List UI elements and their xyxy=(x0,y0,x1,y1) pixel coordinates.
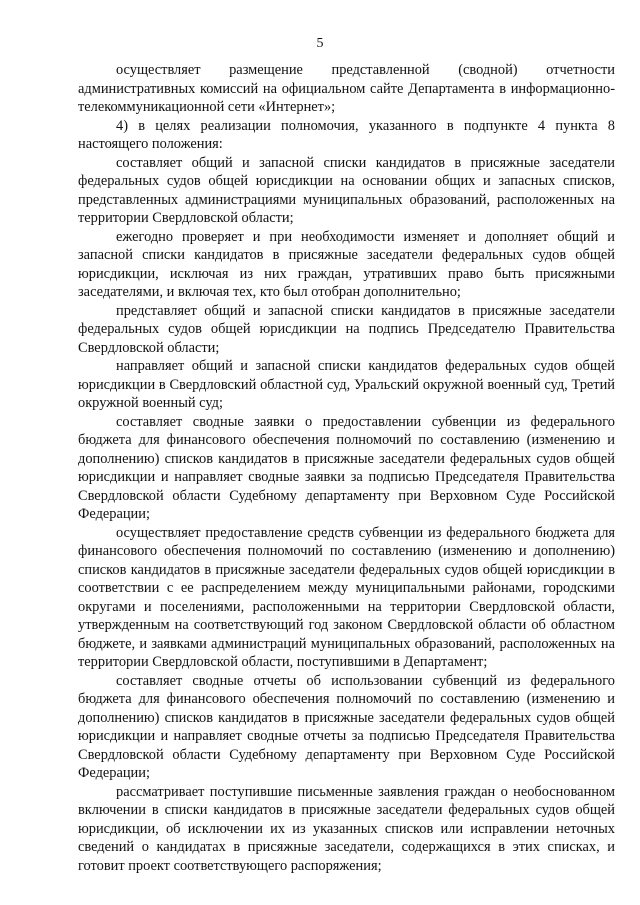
paragraph-send-to-courts: направляет общий и запасной списки кандидатов федеральных судов общей юрисдикции в Свердловский областной суд, Уральский окружной военный суд, Третий окружной военный суд; xyxy=(78,358,615,411)
paragraph-citizen-applications: рассматривает поступившие письменные заявления граждан о необоснованном включении в списки кандидатов в присяжные заседатели федеральных судов общей юрисдикции, об исключении их из указанных списков или исправлении неточных сведений о кандидатах в присяжные заседатели, содержащихся в этих списках, и готовит проект соответствующего распоряжения; xyxy=(78,783,615,874)
paragraph-summary-reports: составляет сводные отчеты об использовании субвенций из федерального бюджета для финансового обеспечения полномочий по составлению (изменению и дополнению) списков кандидатов в присяжные заседатели федеральных судов общей юрисдикции и направляет сводные отчеты за подписью Председателя Правительства Свердловской области Судебному департаменту при Верховном Суде Российской Федерации; xyxy=(78,672,615,781)
paragraph-submit-for-signature: представляет общий и запасной списки кандидатов в присяжные заседатели федеральных судов общей юрисдикции на подпись Председателю Правительства Свердловской области; xyxy=(78,302,615,356)
page-number: 5 xyxy=(316,36,324,51)
paragraph-summary-requests: составляет сводные заявки о предоставлении субвенции из федерального бюджета для финансового обеспечения полномочий по составлению (изменению и дополнению) списков кандидатов в присяжные заседатели федеральных судов общей юрисдикции и направляет сводные заявки за подписью Председателя Правительства Свердловской области Судебному департаменту при Верховном Суде Российской Федерации; xyxy=(78,413,615,522)
paragraph-compile-lists: составляет общий и запасной списки кандидатов в присяжные заседатели федеральных судов общей юрисдикции на основании общих и запасных списков, представленных администрациями муниципальных образований, расположенных на территории Свердловской области; xyxy=(78,154,615,226)
document-body xyxy=(78,61,615,875)
paragraph-item-4-intro: 4) в целях реализации полномочия, указанного в подпункте 4 пункта 8 настоящего положения: xyxy=(78,117,615,152)
paragraph-annual-check: ежегодно проверяет и при необходимости изменяет и дополняет общий и запасной списки кандидатов в присяжные заседатели федеральных судов общей юрисдикции, исключая из них граждан, утративших право быть присяжными заседателями, и включая тех, кто был отобран дополнительно; xyxy=(78,228,615,300)
paragraph-subvention-provision: осуществляет предоставление средств субвенции из федерального бюджета для финансового обеспечения полномочий по составлению (изменению и дополнению) списков кандидатов в присяжные заседатели федеральных судов общей юрисдикции в соответствии с ее распределением между муниципальными районами, городскими округами и поселениями, расположенными на территории Свердловской области, утвержденным на соответствующий год законом Свердловской области об областном бюджете, и заявками администраций муниципальных образований, расположенных на территории Свердловской области, поступившими в Департамент; xyxy=(78,524,615,670)
paragraph-publish-reports: осуществляет размещение представленной (сводной) отчетности административных комиссий на официальном сайте Департамента в информационно-телекоммуникационной сети «Интернет»; xyxy=(78,62,615,115)
